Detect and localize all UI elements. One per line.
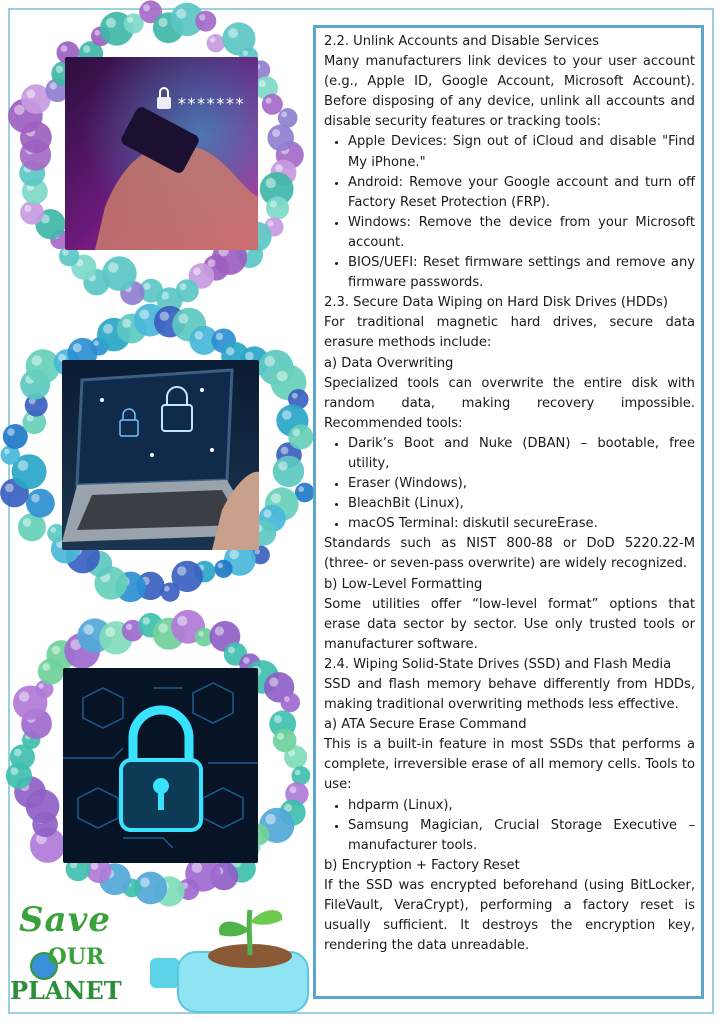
section-2-3-heading: 2.3. Secure Data Wiping on Hard Disk Drives (HDDs) [324, 295, 668, 311]
bubble-highlight [56, 66, 64, 74]
bubble-highlight [259, 80, 266, 87]
bubble-highlight [143, 617, 150, 624]
bubble [195, 11, 216, 32]
bubble-highlight [4, 449, 10, 455]
bubble-highlight [50, 82, 57, 89]
bubble-highlight [127, 17, 133, 23]
list-item: • BIOS/UEFI: Reset firmware settings and remove any firmware passwords. [348, 253, 695, 293]
bubble-highlight [277, 733, 284, 740]
bubble-highlight [269, 677, 278, 686]
bubble-highlight [91, 862, 99, 870]
bubble-highlight [143, 4, 150, 11]
article-text-panel [313, 25, 704, 999]
section-2-3a-standards: Standards such as NIST 800-88 or DoD 5220.22-M (three- or seven-pass overwrite) are widely recognized. [324, 536, 695, 572]
bubble-highlight [42, 663, 50, 671]
bubble-highlight [108, 262, 118, 272]
bubble-highlight [192, 862, 203, 873]
list-item: • macOS Terminal: diskutil secureErase. [348, 514, 695, 534]
bubble-highlight [52, 646, 61, 655]
bubble [214, 560, 232, 578]
bubble-highlight [268, 221, 274, 227]
bubble [266, 196, 289, 219]
section-2-3a-list [324, 434, 695, 534]
bubble-highlight [5, 484, 14, 493]
logo-our-text: OUR [47, 944, 105, 970]
bubble-highlight [24, 205, 31, 212]
bubble-highlight [266, 98, 272, 104]
bubble-highlight [295, 770, 301, 776]
bubble-highlight [62, 249, 68, 255]
bubble-highlight [18, 460, 29, 471]
bubble-highlight [158, 18, 167, 27]
bubble [281, 693, 301, 713]
bubble-highlight [199, 14, 205, 20]
bubble-highlight [14, 749, 22, 757]
plant-in-bottle-illustration [150, 900, 310, 1018]
bubble-highlight [94, 30, 100, 36]
section-2-4a-list [324, 796, 695, 856]
bubble-highlight [61, 45, 68, 52]
section-2-2-intro: Many manufacturers link devices to your user account (e.g., Apple ID, Google Account, Microsoft Account). Before disposing of any device, unlink all accounts and disable security features or tracking tools: [324, 54, 695, 130]
list-item: • Android: Remove your Google account and turn off Factory Reset Protection (FRP). [348, 173, 695, 213]
bubble-highlight [292, 393, 298, 399]
section-2-4a-heading: a) ATA Secure Erase Command [324, 717, 527, 733]
bubble-highlight [164, 586, 170, 592]
bubble-highlight [218, 563, 223, 568]
list-item: • Windows: Remove the device from your Microsoft account. [348, 213, 695, 253]
bubble-highlight [271, 493, 281, 503]
section-2-3-intro: For traditional magnetic hard drives, secure data erasure methods include: [324, 315, 695, 351]
bubble-highlight [228, 647, 235, 654]
bubble-highlight [263, 510, 271, 518]
bubble [273, 729, 297, 753]
bubble-highlight [270, 201, 277, 208]
bubble-highlight [160, 312, 169, 321]
bubble-highlight [158, 623, 168, 633]
bubble-highlight [215, 626, 224, 635]
list-item: • Darik’s Boot and Nuke (DBAN) – bootable, free utility, [348, 434, 695, 474]
section-2-3a-text: Specialized tools can overwrite the entire disk with random data, making recovery impossible. Recommended tools: [324, 375, 695, 431]
list-item: • Eraser (Windows), [348, 474, 695, 494]
bubble-highlight [106, 18, 116, 28]
bubble-highlight [228, 28, 238, 38]
laptop-security-photo [62, 360, 259, 550]
bubble [267, 125, 294, 152]
bubble-highlight [210, 37, 216, 43]
list-item: • Samsung Magician, Crucial Storage Executive – manufacturer tools. [348, 816, 695, 856]
bubble-highlight [27, 90, 36, 99]
bubble-highlight [243, 657, 250, 664]
bubble-highlight [274, 715, 282, 723]
bubble-highlight [126, 624, 132, 630]
bubble-highlight [298, 486, 304, 492]
bubble-highlight [243, 50, 249, 56]
bubble [26, 489, 55, 518]
bubble [273, 456, 304, 487]
bubble [20, 201, 44, 225]
save-our-planet-logo [10, 900, 120, 1015]
bubble-frame-2 [0, 305, 310, 615]
section-2-3a-heading: a) Data Overwriting [324, 355, 454, 371]
bubble-highlight [180, 283, 187, 290]
bubble-highlight [229, 550, 239, 560]
bubble-highlight [83, 45, 90, 52]
bubble-highlight [195, 331, 204, 340]
bubble-highlight [51, 527, 57, 533]
bubble-highlight [266, 178, 276, 188]
list-item: • Apple Devices: Sign out of iCloud and disable "Find My iPhone." [348, 132, 695, 172]
bubble-highlight [139, 310, 149, 320]
bubble-highlight [122, 319, 131, 328]
bubble-highlight [226, 347, 234, 355]
section-2-4-intro: SSD and flash memory behave differently from HDDs, making traditional overwriting methods less effective. [324, 677, 695, 713]
section-2-2-list [324, 132, 695, 293]
padlock-circuit-photo [63, 668, 258, 863]
section-2-4b-text: If the SSD was encrypted beforehand (using BitLocker, FileVault, VeraCrypt), performing a factory reset is usually sufficient. It destroys the encryption key, rendering the data unreadable. [324, 877, 695, 954]
bubble-frame-1 [0, 0, 310, 310]
bubble-highlight [140, 877, 150, 887]
list-item: • hdparm (Linux), [348, 796, 695, 816]
bubble-highlight [272, 129, 280, 137]
bubble-highlight [193, 268, 201, 276]
phone-password-photo [65, 57, 258, 250]
bubble-highlight [277, 371, 288, 382]
bubble-highlight [73, 343, 82, 352]
bubble-highlight [293, 429, 301, 437]
bubble-highlight [281, 447, 289, 455]
section-2-4-heading: 2.4. Wiping Solid-State Drives (SSD) and Flash Media [324, 656, 672, 672]
bubble-highlight [284, 696, 290, 702]
password-mask-text: ******* [177, 94, 245, 113]
bubble-highlight [23, 518, 31, 526]
bubble-highlight [198, 631, 204, 637]
bubble-frame-3 [0, 612, 310, 912]
bubble-highlight [177, 616, 187, 626]
bubble-highlight [94, 341, 99, 346]
logo-save-text: Save [19, 900, 111, 940]
bubble-highlight [264, 356, 275, 367]
bubble [262, 94, 283, 115]
bubble [292, 766, 311, 785]
bubble-highlight [265, 814, 276, 825]
bubble-highlight [31, 494, 40, 503]
bubble-highlight [84, 624, 94, 634]
bubble-highlight [19, 692, 29, 702]
section-2-3b-text: Some utilities offer “low-level format” options that erase data sector by sector. Use only trusted tools or manufacturer software. [324, 596, 695, 652]
bubble-highlight [275, 164, 283, 172]
bubble-highlight [278, 461, 287, 470]
bubble [207, 34, 225, 52]
bubble-highlight [7, 428, 15, 436]
bubble-highlight [103, 324, 113, 334]
bubble-highlight [32, 355, 42, 365]
section-2-2-heading: 2.2. Unlink Accounts and Disable Services [324, 34, 599, 49]
bubble-highlight [38, 683, 43, 688]
list-item: • BleachBit (Linux), [348, 494, 695, 514]
bubble-highlight [178, 314, 188, 324]
logo-planet-text: PLANET [10, 976, 122, 1005]
section-2-3b-heading: b) Low-Level Formatting [324, 576, 483, 592]
section-2-4a-text: This is a built-in feature in most SSDs that performs a complete, irreversible erase of all memory cells. Tools to use: [324, 737, 695, 793]
bubble-highlight [281, 112, 287, 118]
bubble-highlight [216, 333, 223, 340]
bubble [288, 425, 313, 450]
section-2-4b-heading: b) Encryption + Factory Reset [324, 857, 520, 873]
bubble-highlight [105, 627, 115, 637]
bubble-highlight [282, 410, 292, 420]
bubble-highlight [176, 9, 186, 19]
bubble-highlight [177, 566, 186, 575]
bubble-highlight [143, 283, 150, 290]
bubble-highlight [289, 786, 296, 793]
